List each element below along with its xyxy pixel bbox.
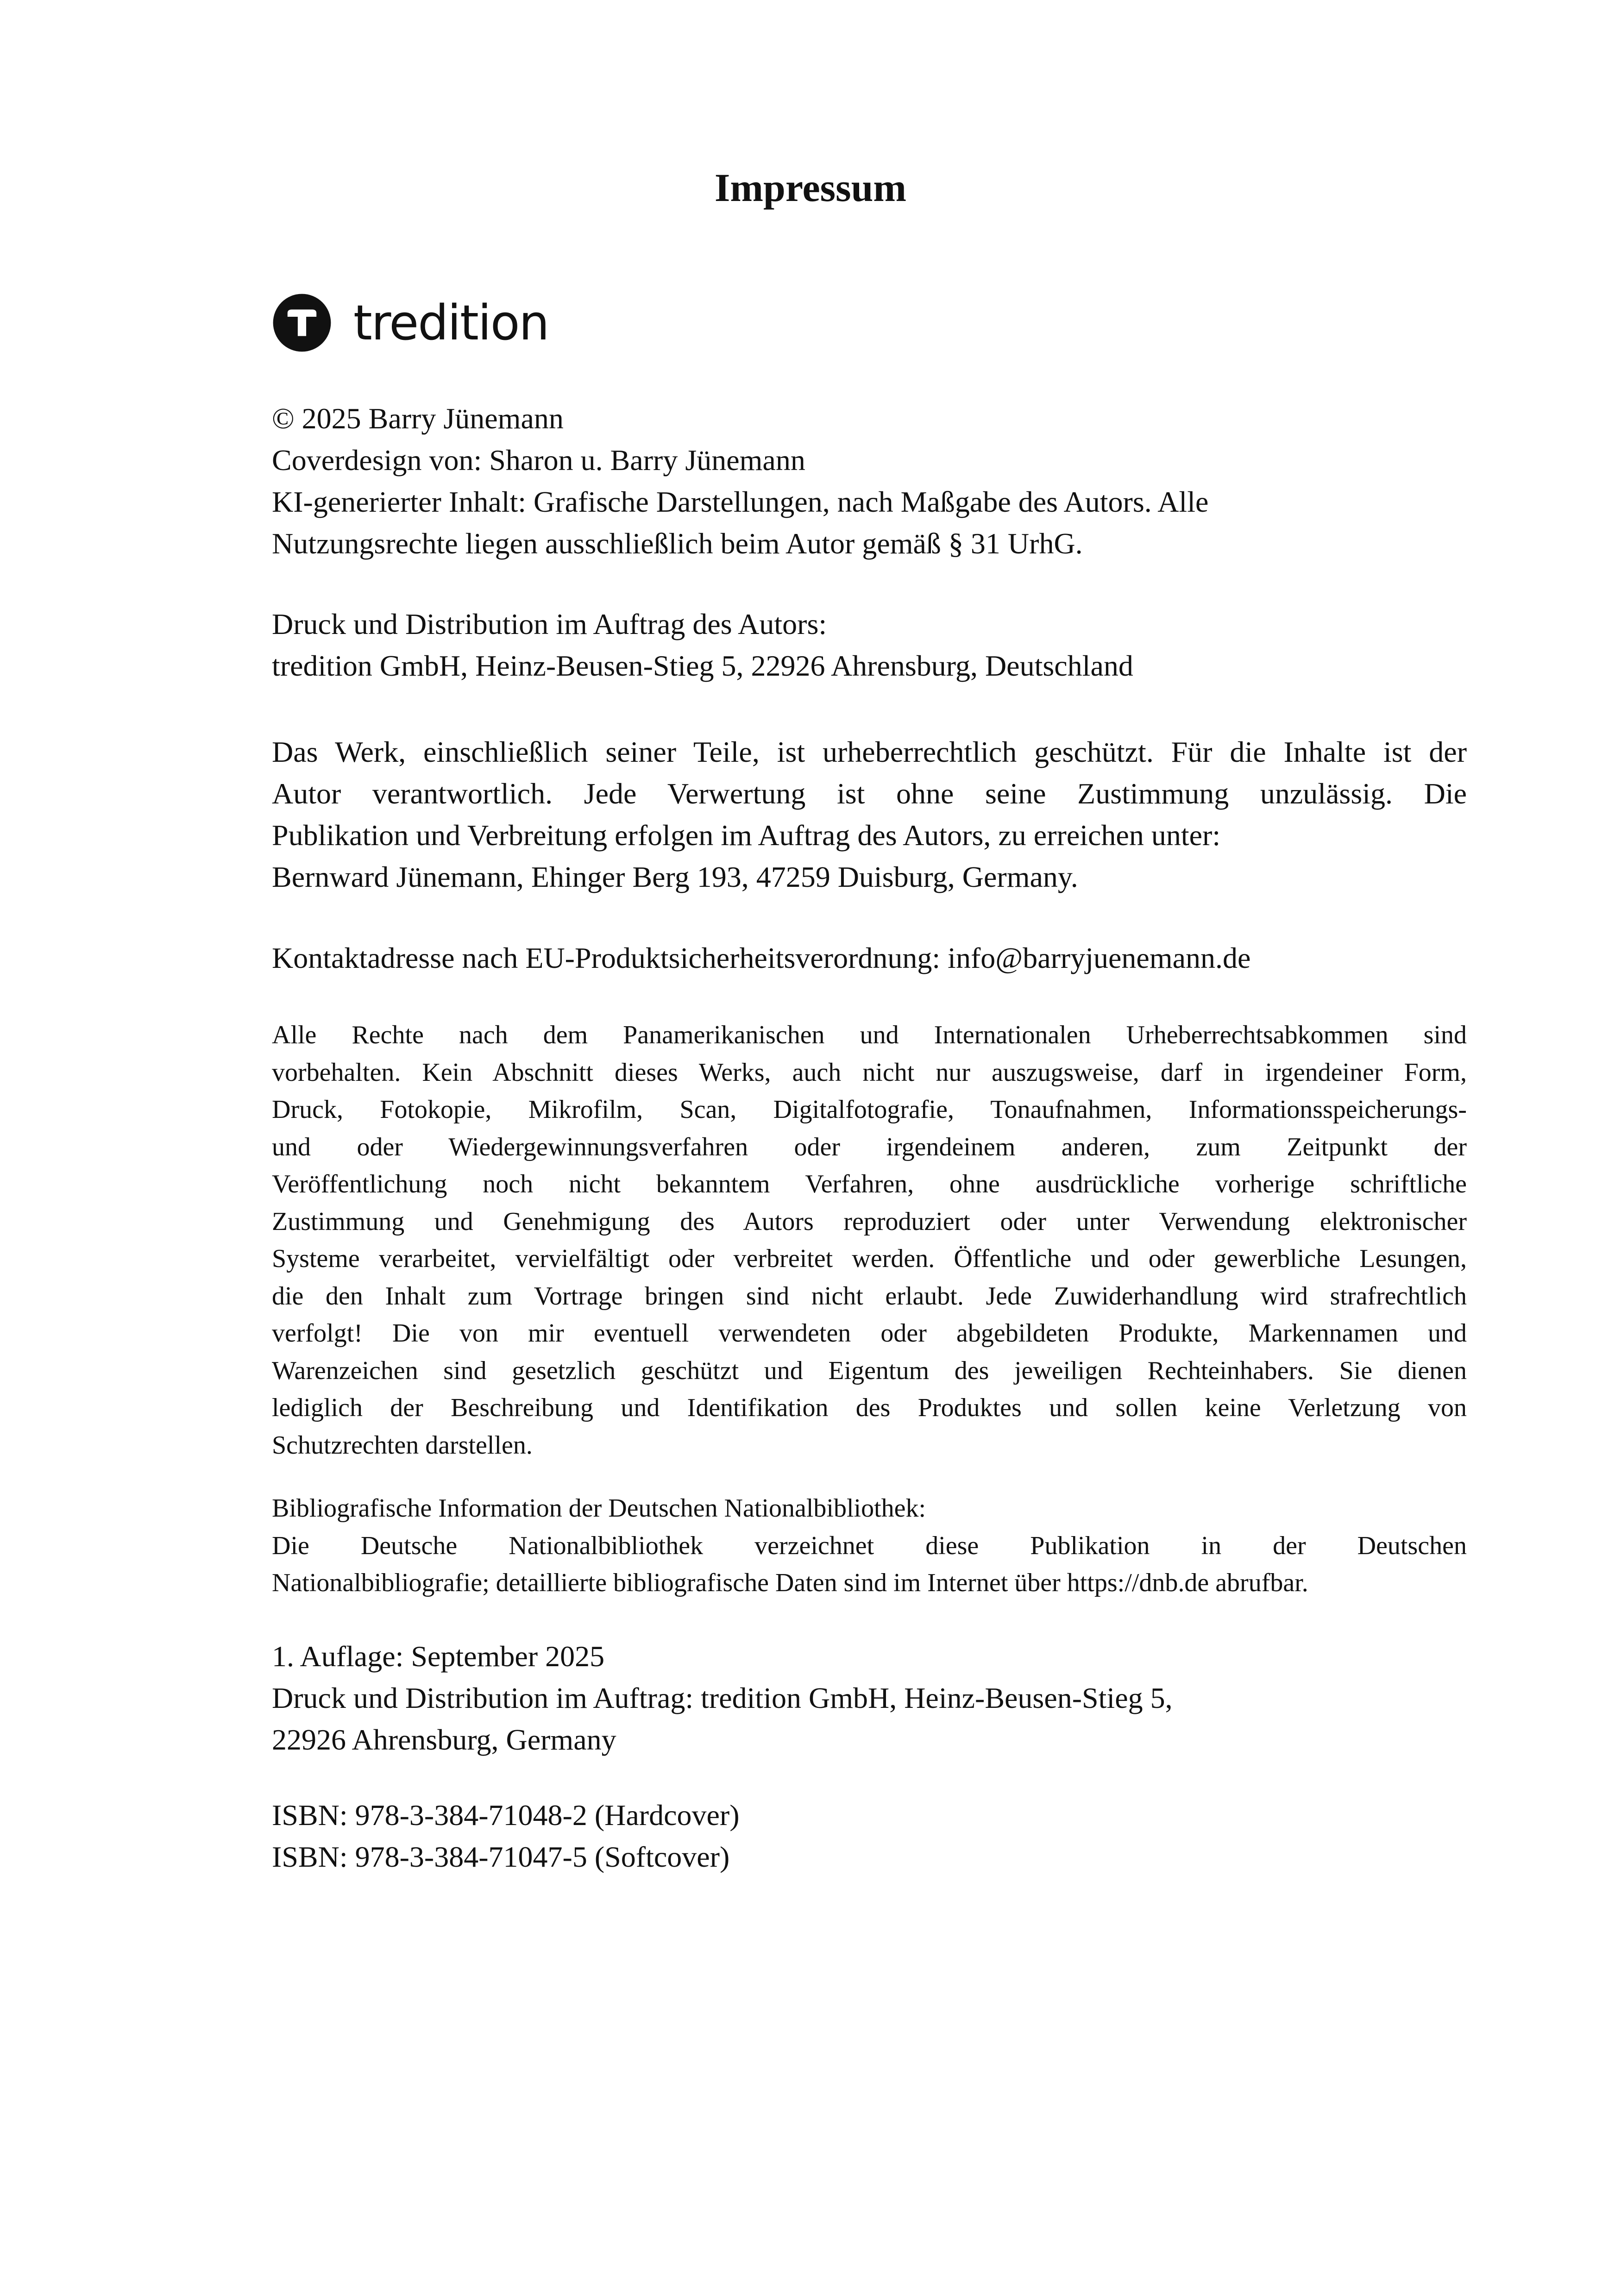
rights-line: Schutzrechten darstellen. <box>272 1430 533 1460</box>
bibliographic-line: Die Deutsche Nationalbibliothek verzeichnet diese Publikation in der Deutschen <box>272 1531 1467 1560</box>
rights-line: Zustimmung und Genehmigung des Autors reproduziert oder unter Verwendung elektronischer <box>272 1207 1467 1236</box>
tredition-logo-icon <box>272 293 332 353</box>
bibliographic-line: Nationalbibliografie; detaillierte bibliografische Daten sind im Internet über https://dnb.de abrufbar. <box>272 1568 1308 1597</box>
rights-line: Druck, Fotokopie, Mikrofilm, Scan, Digitalfotografie, Tonaufnahmen, Informationsspeicherungs- <box>272 1095 1467 1124</box>
copyright-line: © 2025 Barry Jünemann <box>272 402 564 435</box>
rights-line: Warenzeichen sind gesetzlich geschützt und Eigentum des jeweiligen Rechteinhabers. Sie dienen <box>272 1356 1467 1385</box>
page-title: Impressum <box>714 165 907 210</box>
copyright-notice-line: Autor verantwortlich. Jede Verwertung ist ohne seine Zustimmung unzulässig. Die <box>272 777 1467 810</box>
isbn-softcover: ISBN: 978-3-384-71047-5 (Softcover) <box>272 1840 730 1873</box>
credits-section <box>272 398 1467 565</box>
rights-line: die den Inhalt zum Vortrage bringen sind nicht erlaubt. Jede Zuwiderhandlung wird strafrechtlich <box>272 1281 1467 1311</box>
rights-section <box>272 1016 1467 1464</box>
isbn-hardcover: ISBN: 978-3-384-71048-2 (Hardcover) <box>272 1799 740 1832</box>
copyright-notice-line: Publikation und Verbreitung erfolgen im Auftrag des Autors, zu erreichen unter: <box>272 819 1221 852</box>
rights-line: und oder Wiedergewinnungsverfahren oder irgendeinem anderen, zum Zeitpunkt der <box>272 1132 1467 1161</box>
contact-section <box>272 937 1467 979</box>
ai-content-line: KI-generierter Inhalt: Grafische Darstellungen, nach Maßgabe des Autors. Alle <box>272 485 1209 518</box>
bibliographic-section <box>272 1490 1467 1602</box>
edition-distribution-line: Druck und Distribution im Auftrag: tredition GmbH, Heinz-Beusen-Stieg 5, <box>272 1681 1173 1714</box>
coverdesign-line: Coverdesign von: Sharon u. Barry Jünemann <box>272 444 805 477</box>
rights-line: Systeme verarbeitet, vervielfältigt oder verbreitet werden. Öffentliche und oder gewerbliche Lesungen, <box>272 1244 1467 1273</box>
rights-line: verfolgt! Die von mir eventuell verwendeten oder abgebildeten Produkte, Markennamen und <box>272 1319 1467 1348</box>
publisher-logo-text: tredition <box>353 295 549 351</box>
contact-line: Kontaktadresse nach EU-Produktsicherheitsverordnung: info@barryjuenemann.de <box>272 941 1251 974</box>
bibliographic-heading: Bibliografische Information der Deutschen Nationalbibliothek: <box>272 1494 926 1523</box>
copyright-notice-line: Bernward Jünemann, Ehinger Berg 193, 47259 Duisburg, Germany. <box>272 860 1078 893</box>
copyright-notice <box>272 731 1467 898</box>
distribution-section <box>272 603 1467 687</box>
publisher-logo <box>272 293 548 353</box>
rights-line: lediglich der Beschreibung und Identifikation des Produktes und sollen keine Verletzung von <box>272 1393 1467 1422</box>
edition-section <box>272 1636 1467 1761</box>
rights-line: Alle Rechte nach dem Panamerikanischen und Internationalen Urheberrechtsabkommen sind <box>272 1021 1467 1049</box>
isbn-section <box>272 1794 1467 1878</box>
distribution-heading: Druck und Distribution im Auftrag des Autors: <box>272 608 827 640</box>
rights-line: vorbehalten. Kein Abschnitt dieses Werks, auch nicht nur auszugsweise, darf in irgendeiner Form, <box>272 1058 1467 1087</box>
distribution-address: tredition GmbH, Heinz-Beusen-Stieg 5, 22926 Ahrensburg, Deutschland <box>272 649 1133 682</box>
rights-line: Veröffentlichung noch nicht bekanntem Verfahren, ohne ausdrückliche vorherige schriftliche <box>272 1170 1467 1198</box>
usage-rights-line: Nutzungsrechte liegen ausschließlich beim Autor gemäß § 31 UrhG. <box>272 527 1083 560</box>
edition-line: 1. Auflage: September 2025 <box>272 1640 605 1673</box>
copyright-notice-line: Das Werk, einschließlich seiner Teile, ist urheberrechtlich geschützt. Für die Inhalte ist der <box>272 735 1467 768</box>
edition-address-line: 22926 Ahrensburg, Germany <box>272 1723 616 1756</box>
